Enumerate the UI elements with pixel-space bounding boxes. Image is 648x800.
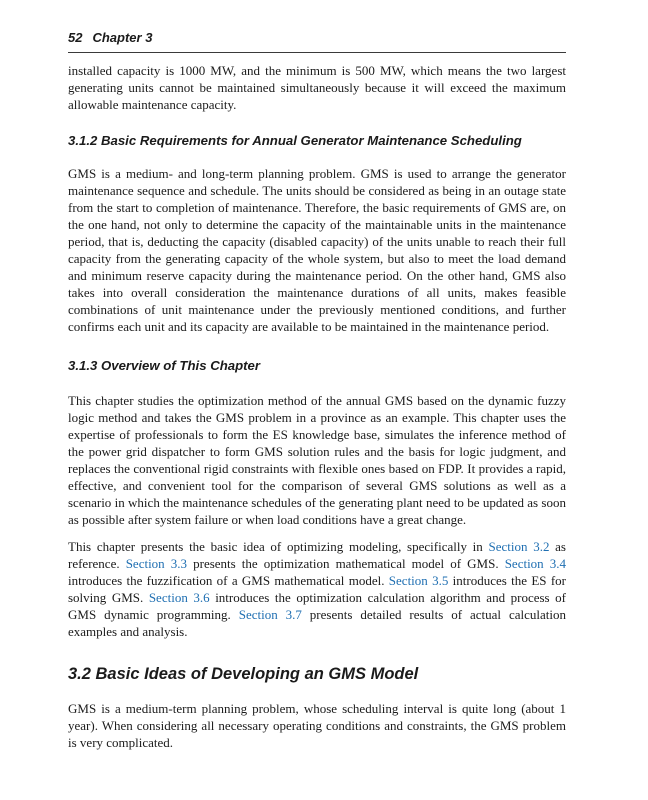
link-section-3-3[interactable]: Section 3.3 <box>125 556 188 571</box>
page-body <box>68 62 566 751</box>
link-section-3-2[interactable]: Section 3.2 <box>488 539 550 554</box>
heading-3-1-2: 3.1.2 Basic Requirements for Annual Generator Maintenance Scheduling <box>68 133 522 148</box>
link-section-3-4[interactable]: Section 3.4 <box>504 556 567 571</box>
link-section-3-7[interactable]: Section 3.7 <box>238 607 302 622</box>
paragraph-3-1-3-b: This chapter presents the basic idea of optimizing modeling, specifically in Section 3.2 as reference. Section 3.3 presents the optimization mathematical model of GMS. Section 3.4 introduces the fuzzification of a GMS mathematical model. Section 3.5 introduces the ES for solving GMS. Section 3.6 introduces the optimization calculation algorithm and process of GMS dynamic programming. Section 3.7 presents detailed results of actual calculation examples and analysis. <box>68 539 567 639</box>
heading-3-2: 3.2 Basic Ideas of Developing an GMS Model <box>68 665 419 683</box>
running-head <box>68 30 566 53</box>
chapter-title: Chapter 3 <box>92 30 153 45</box>
intro-paragraph: installed capacity is 1000 MW, and the minimum is 500 MW, which means the two largest generating units cannot be maintained simultaneously because it will exceed the maximum allowable maintenance capacity. <box>68 63 566 112</box>
link-section-3-5[interactable]: Section 3.5 <box>388 573 449 588</box>
link-section-3-6[interactable]: Section 3.6 <box>148 590 210 605</box>
heading-3-1-3: 3.1.3 Overview of This Chapter <box>68 358 261 373</box>
paragraph-3-1-2: GMS is a medium- and long-term planning problem. GMS is used to arrange the generator maintenance sequence and schedule. The units should be considered as being in an outage state from the start to completion of maintenance. Therefore, the basic requirements of GMS are, on the one hand, not only to determine the capacity of the maintainable units in the maintenance period, that is, deducting the capacity (disabled capacity) of the units unable to reach their full capacity from the generating capacity of the whole system, but also to meet the load demand and minimum reserve capacity during the maintenance period. On the other hand, GMS also takes into overall consideration the maintenance durations of all units, makes feasible combinations of unit maintenance under the previously mentioned conditions, and further confirms each unit and its capacity are available to be maintained in the maintenance period. <box>68 166 566 334</box>
paragraph-3-1-3-a: This chapter studies the optimization method of the annual GMS based on the dynamic fuzzy logic method and takes the GMS problem in a province as an example. This chapter uses the expertise of professionals to form the ES knowledge base, simulates the inference method of the power grid dispatcher to form GMS solution rules and the basis for logic judgment, and replaces the conventional rigid constraints with flexible ones based on FDP. It provides a rapid, effective, and convenient tool for the comparison of several GMS solutions as well as a scenario in which the maintenance schedules of the generating plant need to be updated as soon as possible after system failure or when load conditions have a great change. <box>68 393 566 527</box>
page-number: 52 <box>68 30 83 45</box>
paragraph-3-2: GMS is a medium-term planning problem, whose scheduling interval is quite long (about 1 year). When considering all necessary operating conditions and constraints, the GMS problem is very complicated. <box>68 701 566 750</box>
